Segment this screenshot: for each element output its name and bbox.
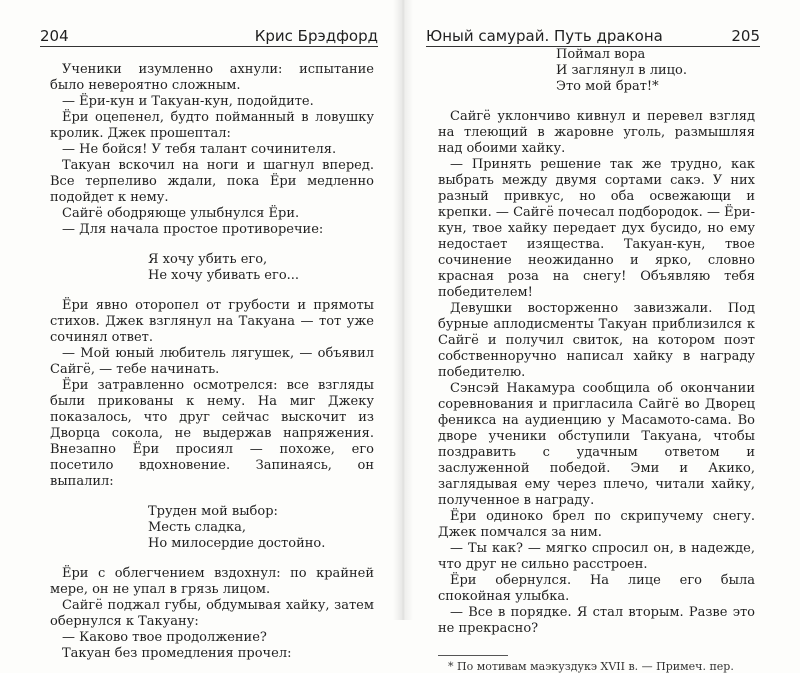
poem-line: Месть сладка, — [148, 520, 246, 535]
paragraph: Сэнсэй Накамура сообщила об окончании соревнования и пригласила Сайгё во Дворец феникса на аудиенцию у Масамото-сама. Во дворе ученики обступили Такуана, чтобы поздравить с удачным ответом и заслуженной победой. Эми и Акико, заглядывая ему через плечо, читали хайку, полученное в награду. — [438, 381, 755, 508]
paragraph: — Ты как? — мягко спросил он, в надежде, что друг не сильно расстроен. — [438, 541, 755, 572]
poem-line: Труден мой выбор: — [148, 504, 278, 519]
paragraph: Сайгё уклончиво кивнул и перевел взгляд на тлеющий в жаровне уголь, размышляя над обоими хайку. — [438, 109, 755, 156]
verse-line: Это мой брат!* — [556, 79, 659, 94]
paragraph: — Все в порядке. Я стал вторым. Разве это не прекрасно? — [438, 605, 755, 636]
left-running-head: Крис Брэдфорд — [254, 27, 378, 45]
paragraph: Ёри оцепенел, будто пойманный в ловушку кролик. Джек прошептал: — [50, 110, 374, 141]
paragraph: — Принять решение так же трудно, как выбрать между двумя сортами сакэ. У них разный привкус, но оба освежающи и крепки. — Сайгё почесал подбородок. — Ёри-кун, твое хайку передает дух бусидо, но ему недостает изящества. Такуан-кун, твое сочинение неожиданно и ярко, словно красная роза на снегу! Объявляю тебя победителем! — [438, 157, 755, 300]
paragraph: — Мой юный любитель лягушек, — объявил Сайгё, — тебе начинать. — [50, 346, 374, 377]
footnote: * По мотивам маэкуздукэ XVII в. — Примеч. пер. — [448, 660, 734, 673]
left-page-number: 204 — [40, 27, 69, 45]
paragraph: — Для начала простое противоречие: — [62, 222, 324, 237]
poem-1 — [148, 252, 374, 284]
left-page — [0, 0, 398, 661]
verse-line: Поймал вора — [556, 47, 646, 62]
paragraph: Девушки восторженно завизжали. Под бурные аплодисменты Такуан приблизился к Сайгё и получил свиток, на котором поэт собственноручно написал хайку в награду победителю. — [438, 301, 755, 380]
paragraph: Ёри обернулся. На лице его была спокойная улыбка. — [438, 573, 755, 604]
paragraph: — Каково твое продолжение? — [62, 630, 267, 645]
paragraph: Такуан без промедления прочел: — [62, 646, 292, 661]
paragraph: Ёри одиноко брел по скрипучему снегу. Джек помчался за ним. — [438, 509, 755, 540]
paragraph: — Не бойся! У тебя талант сочинителя. — [62, 142, 337, 157]
paragraph: Сайгё ободряюще улыбнулся Ёри. — [62, 206, 300, 221]
haiku-verse — [556, 47, 755, 95]
poem-line: Но милосердие достойно. — [148, 536, 326, 551]
left-page-body — [50, 62, 374, 662]
right-page-number: 205 — [731, 27, 760, 45]
paragraph: Сайгё поджал губы, обдумывая хайку, затем обернулся к Такуану: — [50, 598, 374, 629]
paragraph: Ёри явно оторопел от грубости и прямоты стихов. Джек взглянул на Такуана — тот уже сочинял ответ. — [50, 298, 374, 345]
verse-line: И заглянул в лицо. — [556, 63, 687, 78]
right-page-body — [438, 47, 755, 673]
right-running-head: Юный самурай. Путь дракона — [426, 27, 663, 45]
poem-line: Не хочу убивать его... — [148, 268, 300, 283]
paragraph: Ученики изумленно ахнули: испытание было невероятно сложным. — [50, 62, 374, 93]
poem-2 — [148, 504, 374, 552]
paragraph: Такуан вскочил на ноги и шагнул вперед. Все терпеливо ждали, пока Ёри медленно подойдет к нему. — [50, 158, 374, 205]
footnote-divider — [438, 655, 508, 656]
paragraph: Ёри затравленно осмотрелся: все взгляды были прикованы к нему. На миг Джеку показалось, что друг сейчас выскочит из Дворца сокола, не выдержав напряжения. Внезапно Ёри просиял — похоже, его посетило вдохновение. Запинаясь, он выпалил: — [50, 378, 374, 489]
right-page — [408, 0, 800, 673]
paragraph: Ёри с облегчением вздохнул: по крайней мере, он не упал в грязь лицом. — [50, 566, 374, 597]
left-page-header — [40, 28, 378, 47]
paragraph: — Ёри-кун и Такуан-кун, подойдите. — [62, 94, 314, 109]
right-page-header — [426, 28, 760, 47]
poem-line: Я хочу убить его, — [148, 252, 268, 267]
